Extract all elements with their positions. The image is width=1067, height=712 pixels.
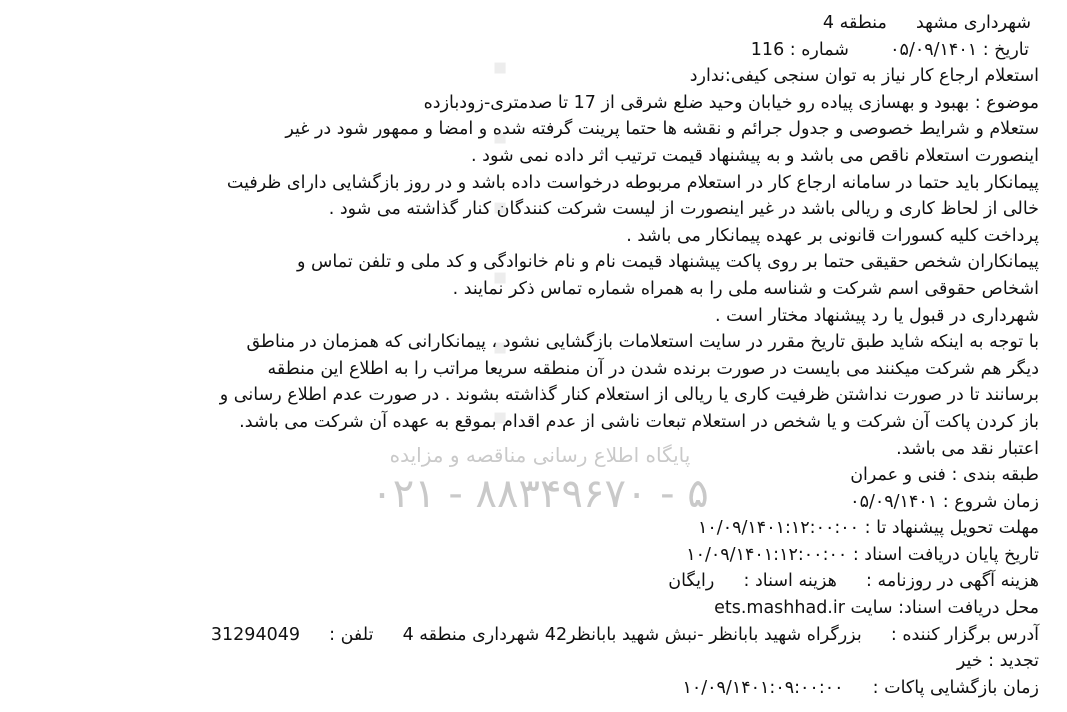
body-line: پیمانکار باید حتما در سامانه ارجاع کار در استعلام مربوطه درخواست داده باشد و در روز بازگشایی دارای ظرفیت [226, 172, 1039, 193]
doc-place-line [9, 595, 1039, 622]
opening-value: ۱۰/۰۹/۱۴۰۱:۰۹:۰۰:۰۰ [682, 677, 844, 698]
doc-end-label: تاریخ پایان دریافت اسناد : [852, 544, 1039, 565]
subject-line: موضوع : بهبود و بهسازی پیاده رو خیابان وحید ضلع شرقی از 17 تا صدمتری-زودبازده [423, 92, 1039, 113]
body-line: پرداخت کلیه کسورات قانونی بر عهده پیمانکار می باشد . [626, 225, 1039, 246]
opening-line [9, 675, 1039, 702]
costs-line [9, 568, 1039, 595]
start-value: ۰۵/۰۹/۱۴۰۱ [850, 491, 938, 512]
body-line: باز کردن پاکت آن شرکت و یا شخص در استعلام تبعات ناشی از عدم اقدام بموقع به عهده آن شرکت می باشد. [239, 411, 1039, 432]
doc-cost-value: رایگان [668, 571, 715, 592]
body-line: اعتبار نقد می باشد. [896, 438, 1039, 459]
opening-label: زمان بازگشایی پاکات : [872, 677, 1039, 698]
region-name: منطقه 4 [822, 13, 887, 33]
document-title: استعلام ارجاع کار نیاز به توان سنجی کیفی:ندارد [689, 66, 1039, 87]
header-org-line [9, 10, 1039, 37]
org-name: شهرداری مشهد [916, 13, 1031, 33]
address-label: آدرس برگزار کننده : [890, 624, 1039, 645]
start-label: زمان شروع : [942, 491, 1039, 512]
phone-label: تلفن : [329, 624, 374, 645]
phone-value: 31294049 [210, 624, 300, 645]
body-line: اینصورت استعلام ناقص می باشد و به پیشنهاد قیمت ترتیب اثر داده نمی شود . [471, 145, 1039, 166]
tender-document [9, 10, 1039, 701]
number-value: 116 [750, 39, 785, 60]
body-line: پیمانکاران شخص حقیقی حتما بر روی پاکت پیشنهاد قیمت نام و نام خانوادگی و کد ملی و تلفن تماس و [297, 252, 1039, 273]
renewal-line: تجدید : خیر [956, 651, 1039, 672]
category-line: طبقه بندی : فنی و عمران [850, 465, 1039, 486]
doc-place-label: محل دریافت اسناد: سایت [850, 598, 1039, 619]
address-line [9, 622, 1039, 649]
deadline-label: مهلت تحویل پیشنهاد تا : [864, 518, 1039, 539]
body-line: برسانند تا در صورت نداشتن ظرفیت کاری یا ریالی از استعلام کنار گذاشته بشوند . در صورت عدم اطلاع رسانی و [219, 385, 1039, 406]
background-watermark: ۰ ۰ ۰ ۰ ۰ ۰ [480, 28, 520, 452]
body-line: خالی از لحاظ کاری و ریالی باشد در غیر اینصورت از لیست شرکت کنندگان کنار گذاشته می شود . [328, 199, 1039, 220]
start-time-line [9, 489, 1039, 516]
body-line: ستعلام و شرایط خصوصی و جدول جرائم و نقشه ها حتما پرینت گرفته شده و امضا و ممهور شود در غیر [285, 119, 1039, 140]
address-value: بزرگراه شهید بابانظر -نبش شهید بابانظر42 شهرداری منطقه 4 [402, 624, 862, 645]
doc-end-line [9, 542, 1039, 569]
body-line: اشخاص حقوقی اسم شرکت و شناسه ملی را به همراه شماره تماس ذکر نمایند . [452, 278, 1039, 299]
date-label: تاریخ : [982, 39, 1029, 60]
doc-place-link[interactable]: ets.mashhad.ir [714, 598, 845, 619]
deadline-line [9, 515, 1039, 542]
ad-cost-label: هزینه آگهی در روزنامه : [866, 571, 1039, 592]
date-value: ۰۵/۰۹/۱۴۰۱ [890, 39, 978, 60]
watermark-title: پایگاه اطلاع رسانی مناقصه و مزایده [389, 443, 691, 467]
deadline-value: ۱۰/۰۹/۱۴۰۱:۱۲:۰۰:۰۰ [698, 518, 860, 539]
doc-cost-label: هزینه اسناد : [743, 571, 837, 592]
body-line: با توجه به اینکه شاید طبق تاریخ مقرر در سایت استعلامات بازگشایی نشود ، پیمانکارانی که همزمان در مناطق [246, 332, 1039, 353]
body-line: دیگر هم شرکت میکنند می بایست در صورت برنده شدن در آن منطقه سریعا مراتب را به اطلاع این منطقه [267, 358, 1039, 379]
number-label: شماره : [789, 39, 849, 60]
header-date-line [9, 37, 1039, 64]
watermark-phone: ۰۲۱ - ۸۸۳۴۹۶۷۰ - ۵ [371, 471, 709, 517]
doc-end-value: ۱۰/۰۹/۱۴۰۱:۱۲:۰۰:۰۰ [686, 544, 848, 565]
body-line: شهرداری در قبول یا رد پیشنهاد مختار است . [714, 305, 1039, 326]
